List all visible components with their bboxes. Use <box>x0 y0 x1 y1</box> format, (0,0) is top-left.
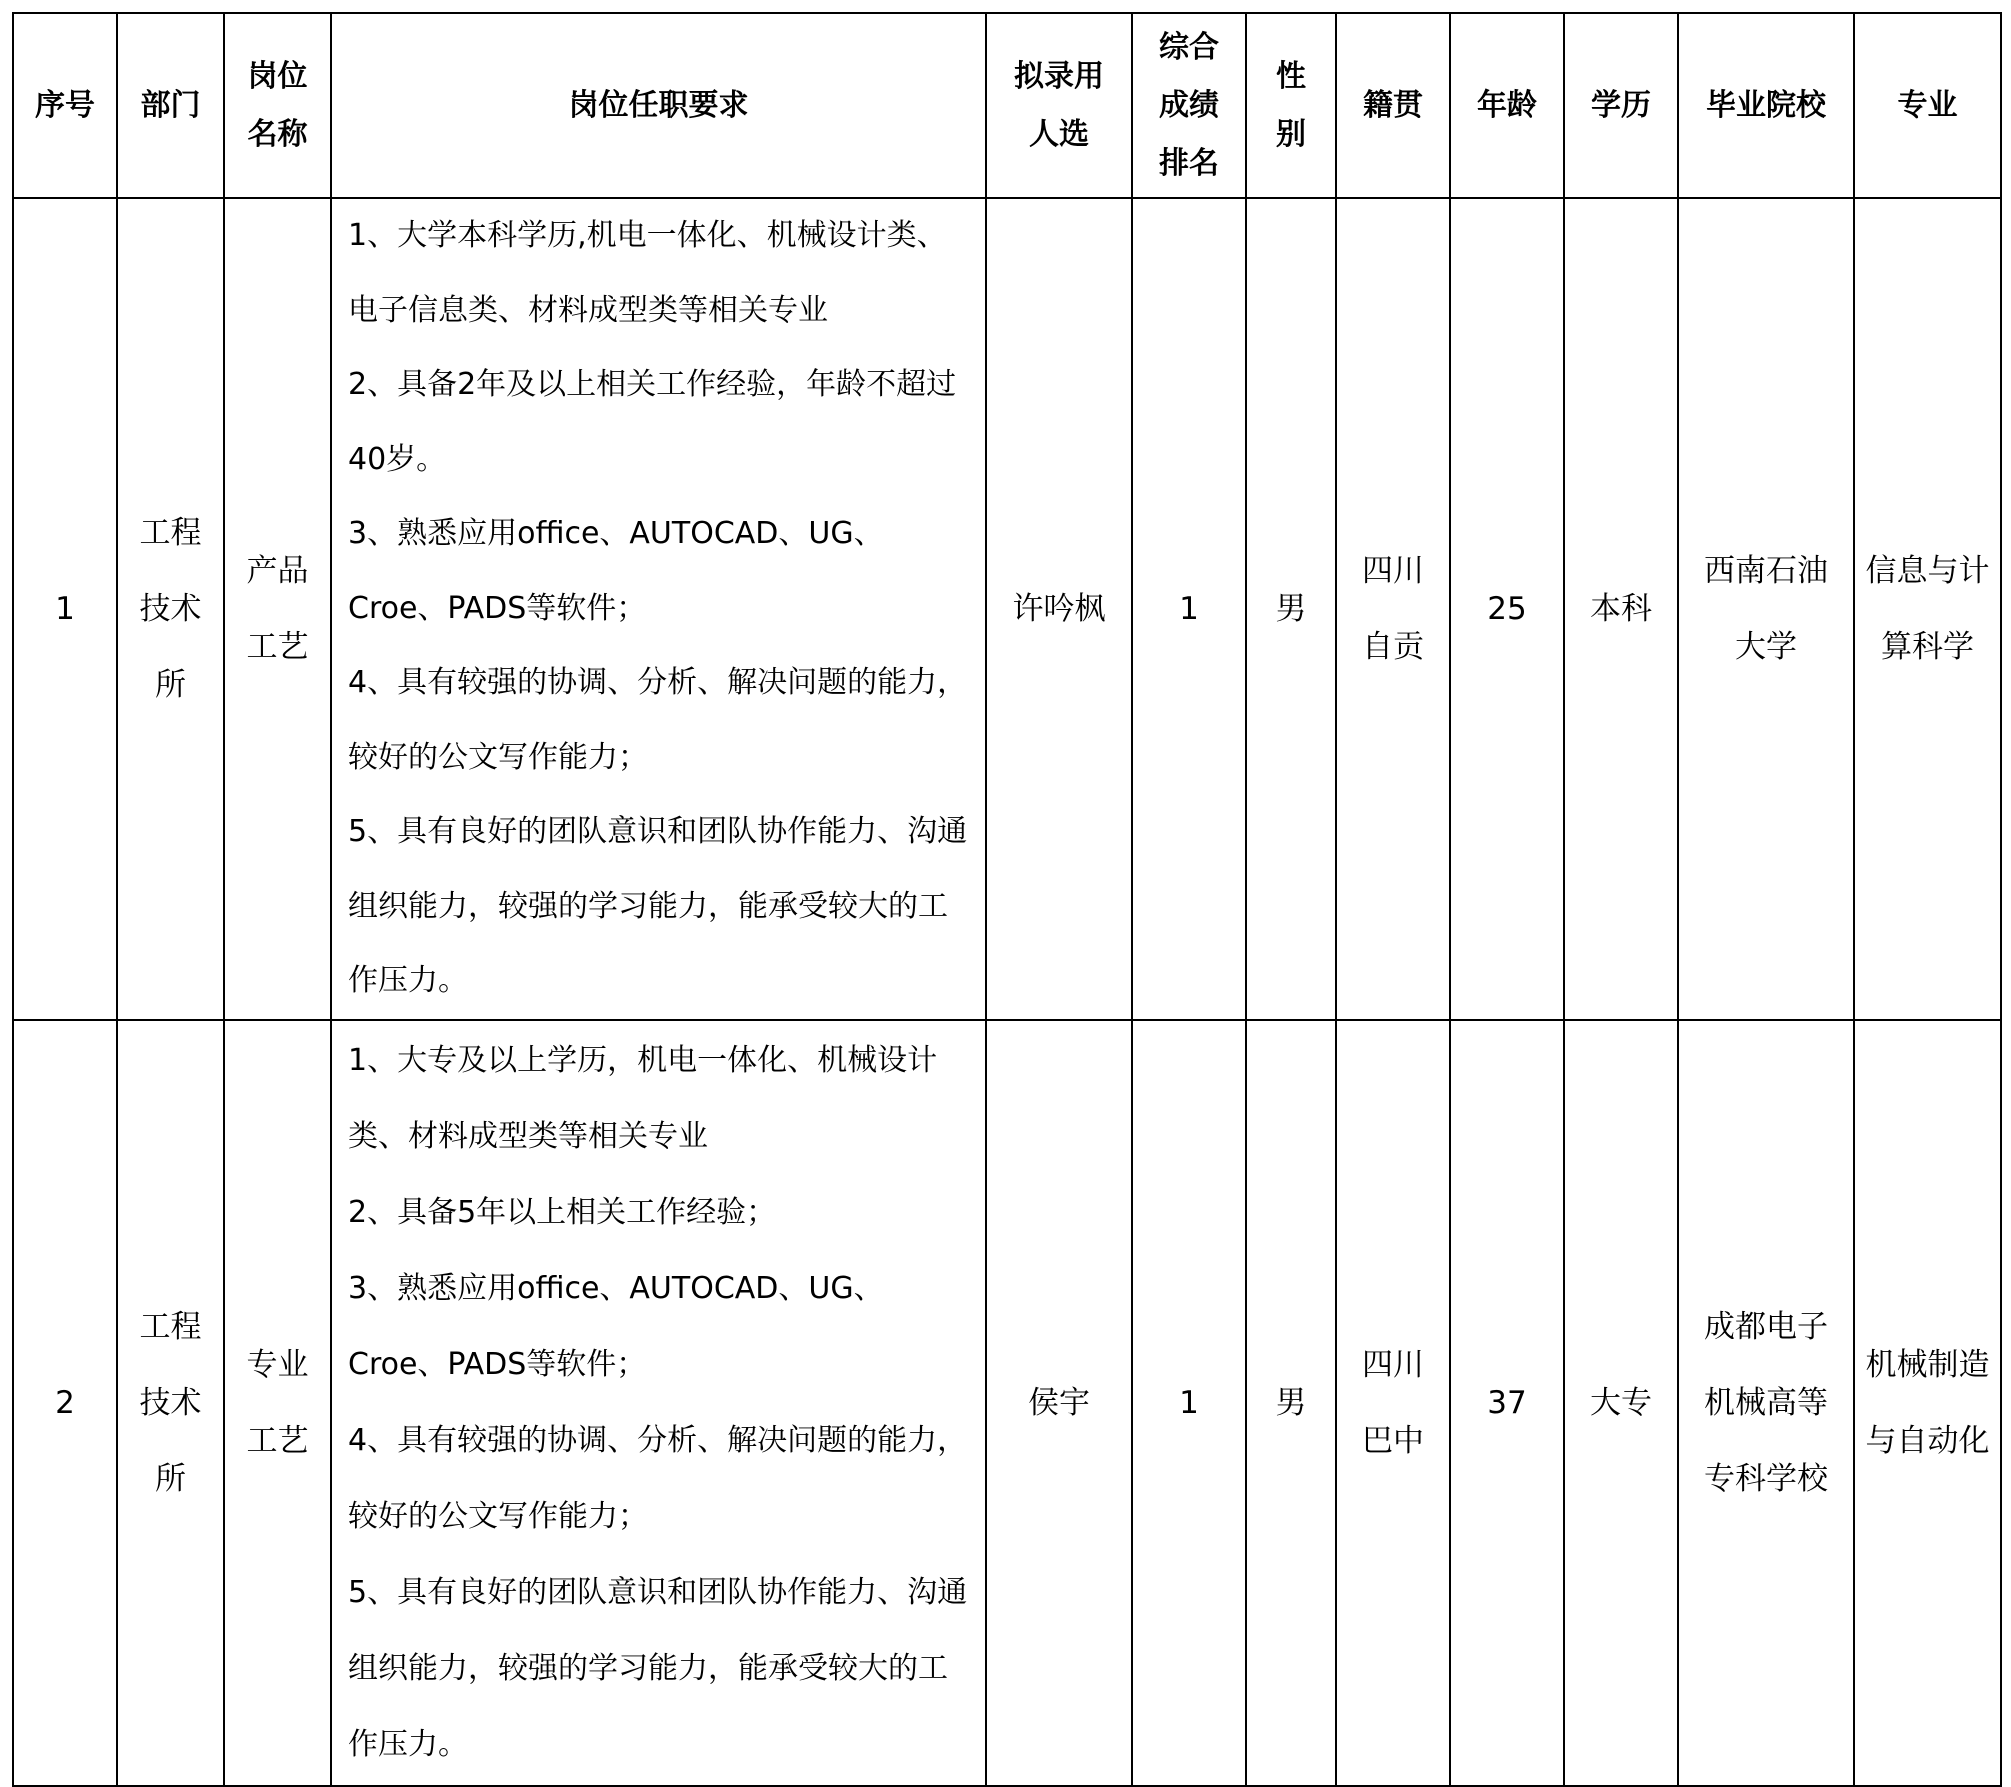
requirement-item: 1、大专及以上学历，机电一体化、机械设计类、材料成型类等相关专业 <box>348 1042 938 1154</box>
requirement-item: 4、具有较强的协调、分析、解决问题的能力，较好的公文写作能力； <box>348 1422 968 1534</box>
header-dept: 部门 <box>117 13 224 198</box>
cell-major-line: 算科学 <box>1881 628 1974 665</box>
cell-requirements <box>331 198 986 1020</box>
header-gender <box>1246 13 1336 198</box>
header-major: 专业 <box>1854 13 2001 198</box>
requirement-item: 1、大学本科学历,机电一体化、机械设计类、电子信息类、材料成型类等相关专业 <box>348 218 947 328</box>
header-position-line: 岗位 <box>247 58 308 94</box>
cell-school <box>1678 1020 1854 1786</box>
header-candidate-line: 人选 <box>1029 116 1089 152</box>
header-rank-line: 成绩 <box>1159 87 1219 123</box>
header-rank-line: 综合 <box>1159 29 1219 65</box>
cell-age: 25 <box>1450 198 1564 1020</box>
requirement-item: 2、具备5年以上相关工作经验； <box>348 1194 777 1230</box>
requirement-item: 3、熟悉应用office、AUTOCAD、UG、Croe、PADS等软件； <box>348 516 884 626</box>
cell-position <box>224 1020 331 1786</box>
cell-dept-line: 技术 <box>139 590 202 627</box>
cell-seq: 2 <box>13 1020 117 1786</box>
header-school: 毕业院校 <box>1678 13 1854 198</box>
cell-origin <box>1336 1020 1450 1786</box>
cell-dept-line: 所 <box>155 1460 186 1497</box>
cell-origin-line: 自贡 <box>1362 628 1424 665</box>
cell-dept-line: 工程 <box>139 1308 202 1345</box>
header-position-line: 名称 <box>247 116 308 152</box>
header-seq: 序号 <box>13 13 117 198</box>
requirement-item: 4、具有较强的协调、分析、解决问题的能力，较好的公文写作能力； <box>348 665 968 775</box>
cell-major <box>1854 1020 2001 1786</box>
cell-origin-line: 四川 <box>1362 1346 1424 1383</box>
table-row <box>13 198 2001 1020</box>
cell-origin-line: 四川 <box>1362 552 1424 589</box>
cell-origin-line: 巴中 <box>1362 1422 1424 1459</box>
header-candidate-line: 拟录用 <box>1014 58 1104 94</box>
cell-school-line: 成都电子 <box>1704 1308 1828 1345</box>
cell-position <box>224 198 331 1020</box>
cell-position-line: 工艺 <box>246 1422 309 1459</box>
cell-position-line: 产品 <box>246 552 309 589</box>
cell-school-line: 专科学校 <box>1704 1460 1828 1497</box>
cell-position-line: 专业 <box>246 1346 309 1383</box>
cell-school-line: 大学 <box>1735 628 1797 665</box>
cell-major <box>1854 198 2001 1020</box>
cell-school-line: 西南石油 <box>1704 552 1828 589</box>
requirement-item: 5、具有良好的团队意识和团队协作能力、沟通组织能力，较强的学习能力，能承受较大的工作压力。 <box>348 814 968 998</box>
header-requirements: 岗位任职要求 <box>331 13 986 198</box>
cell-dept-line: 技术 <box>139 1384 202 1421</box>
header-origin: 籍贯 <box>1336 13 1450 198</box>
cell-major-line: 信息与计 <box>1865 552 1990 589</box>
requirement-item: 5、具有良好的团队意识和团队协作能力、沟通组织能力，较强的学习能力，能承受较大的工作压力。 <box>348 1574 968 1762</box>
header-position <box>224 13 331 198</box>
cell-gender: 男 <box>1246 198 1336 1020</box>
cell-candidate: 许吟枫 <box>986 198 1132 1020</box>
cell-requirements <box>331 1020 986 1786</box>
cell-position-line: 工艺 <box>246 628 309 665</box>
header-candidate <box>986 13 1132 198</box>
requirement-item: 3、熟悉应用office、AUTOCAD、UG、Croe、PADS等软件； <box>348 1270 884 1382</box>
cell-gender: 男 <box>1246 1020 1336 1786</box>
requirement-item: 2、具备2年及以上相关工作经验，年龄不超过40岁。 <box>348 367 957 477</box>
header-education: 学历 <box>1564 13 1678 198</box>
cell-origin <box>1336 198 1450 1020</box>
header-gender-line: 别 <box>1276 116 1306 152</box>
cell-age: 37 <box>1450 1020 1564 1786</box>
cell-dept-line: 工程 <box>139 514 202 551</box>
header-rank <box>1132 13 1246 198</box>
header-gender-line: 性 <box>1276 58 1306 94</box>
cell-dept <box>117 198 224 1020</box>
cell-school <box>1678 198 1854 1020</box>
cell-education: 本科 <box>1564 198 1678 1020</box>
cell-rank: 1 <box>1132 198 1246 1020</box>
header-row <box>13 13 2001 198</box>
recruitment-table-wrapper <box>12 12 2002 1787</box>
cell-seq: 1 <box>13 198 117 1020</box>
table-row <box>13 1020 2001 1786</box>
header-rank-line: 排名 <box>1159 145 1219 181</box>
cell-education: 大专 <box>1564 1020 1678 1786</box>
cell-rank: 1 <box>1132 1020 1246 1786</box>
recruitment-table <box>12 12 2002 1787</box>
cell-candidate: 侯宇 <box>986 1020 1132 1786</box>
cell-major-line: 机械制造 <box>1865 1346 1990 1383</box>
cell-dept-line: 所 <box>155 666 186 703</box>
header-age: 年龄 <box>1450 13 1564 198</box>
cell-major-line: 与自动化 <box>1865 1422 1990 1459</box>
cell-dept <box>117 1020 224 1786</box>
cell-school-line: 机械高等 <box>1704 1384 1828 1421</box>
